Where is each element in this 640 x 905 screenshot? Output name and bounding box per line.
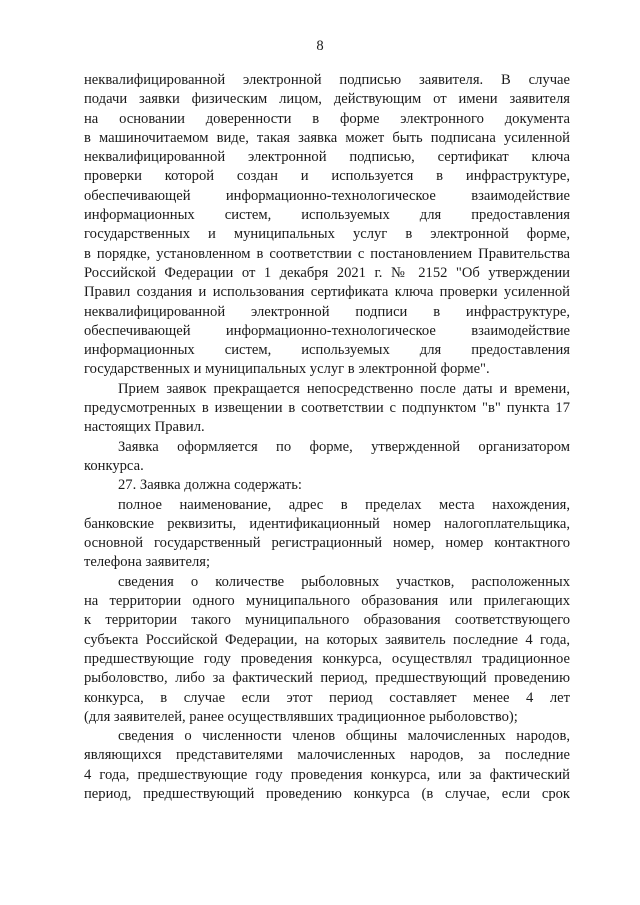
- text-line: сведения о количестве рыболовных участков, расположенных: [118, 573, 570, 590]
- text-line: настоящих Правил.: [84, 419, 205, 436]
- text-line: неквалифицированной электронной подписи в инфраструктуре,: [84, 303, 570, 320]
- text-line: информационных систем, используемых для предоставления: [84, 207, 570, 224]
- text-line: Заявка оформляется по форме, утвержденной организатором: [118, 438, 570, 455]
- document-body: [84, 71, 570, 804]
- text-line: Правил создания и использования сертификата ключа проверки усиленной: [84, 284, 570, 301]
- text-line: конкурса, в случае если этот период составляет менее 4 лет: [84, 689, 570, 706]
- text-line: предшествующие году проведения конкурса, осуществлял традиционное: [84, 650, 570, 667]
- text-line: Прием заявок прекращается непосредственно после даты и времени,: [118, 380, 570, 397]
- text-line: обеспечивающей информационно-технологическое взаимодействие: [84, 322, 570, 339]
- text-line: основной государственный регистрационный номер, номер контактного: [84, 535, 570, 552]
- text-line: на территории одного муниципального образования или прилегающих: [84, 593, 570, 610]
- text-line: обеспечивающей информационно-технологическое взаимодействие: [84, 187, 570, 204]
- text-line: полное наименование, адрес в пределах места нахождения,: [118, 496, 570, 513]
- page-number: 8: [316, 38, 324, 54]
- text-line: период, предшествующий проведению конкурса (в случае, если срок: [84, 785, 570, 802]
- text-line: сведения о численности членов общины малочисленных народов,: [118, 728, 570, 745]
- text-line: информационных систем, используемых для предоставления: [84, 342, 570, 359]
- text-line: банковские реквизиты, идентификационный номер налогоплательщика,: [84, 515, 570, 532]
- text-line: государственных и муниципальных услуг в электронной форме,: [84, 226, 570, 243]
- text-line: конкурса.: [84, 457, 144, 474]
- text-line: неквалифицированной электронной подписью, сертификат ключа: [84, 149, 570, 166]
- text-line: 27. Заявка должна содержать:: [118, 477, 302, 494]
- text-line: (для заявителей, ранее осуществлявших традиционное рыболовство);: [84, 708, 518, 725]
- text-line: в машиночитаемом виде, такая заявка может быть подписана усиленной: [84, 129, 570, 146]
- text-line: государственных и муниципальных услуг в электронной форме".: [84, 361, 490, 378]
- text-line: 4 года, предшествующие году проведения конкурса, или за фактический: [84, 766, 570, 783]
- text-line: субъекта Российской Федерации, на которых заявитель последние 4 года,: [84, 631, 570, 648]
- text-line: подачи заявки физическим лицом, действующим от имени заявителя: [84, 91, 570, 108]
- text-line: в порядке, установленном в соответствии с постановлением Правительства: [84, 245, 570, 262]
- text-line: предусмотренных в извещении в соответствии с подпунктом "в" пункта 17: [84, 400, 570, 417]
- text-line: неквалифицированной электронной подписью заявителя. В случае: [84, 72, 570, 88]
- text-line: телефона заявителя;: [84, 554, 211, 571]
- text-line: к территории такого муниципального образования соответствующего: [84, 612, 570, 629]
- text-line: являющихся представителями малочисленных народов, за последние: [84, 747, 570, 764]
- text-line: проверки которой создан и используется в инфраструктуре,: [84, 168, 570, 185]
- text-line: Российской Федерации от 1 декабря 2021 г. № 2152 "Об утверждении: [84, 264, 570, 281]
- text-line: на основании доверенности в форме электронного документа: [84, 110, 570, 127]
- text-line: рыболовство, либо за фактический период, предшествующий проведению: [84, 670, 570, 687]
